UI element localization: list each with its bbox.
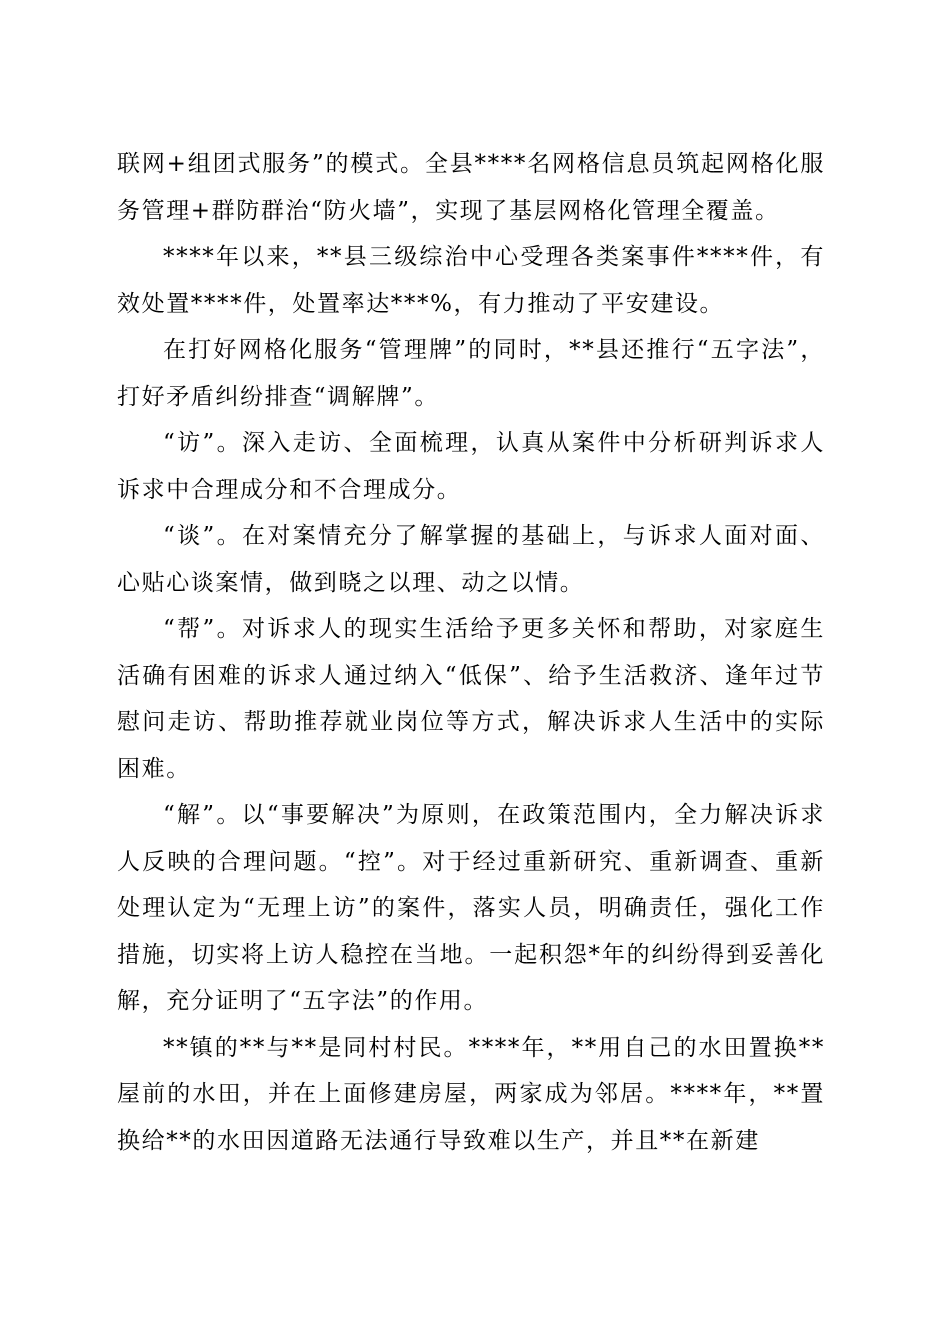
paragraph-five-character-method: 在打好网格化服务“管理牌”的同时，**县还推行“五字法”，打好矛盾纠纷排查“调解牌”。 (117, 337, 825, 410)
paragraph-case-statistics: ****年以来，**县三级综治中心受理各类案事件****件，有效处置****件，处置率达***%，有力推动了平安建设。 (117, 244, 825, 317)
paragraph-help: “帮”。对诉求人的现实生活给予更多关怀和帮助，对家庭生活确有困难的诉求人通过纳入“低保”、给予生活救济、逢年过节慰问走访、帮助推荐就业岗位等方式，解决诉求人生活中的实际困难。 (117, 616, 825, 782)
paragraph-case-example: **镇的**与**是同村村民。****年，**用自己的水田置换**屋前的水田，并在上面修建房屋，两家成为邻居。****年，**置换给**的水田因道路无法通行导致难以生产，并且**在新建 (117, 1034, 825, 1154)
paragraph-talk: “谈”。在对案情充分了解掌握的基础上，与诉求人面对面、心贴心谈案情，做到晓之以理、动之以情。 (117, 523, 825, 596)
paragraph-visit: “访”。深入走访、全面梳理，认真从案件中分析研判诉求人诉求中合理成分和不合理成分。 (117, 430, 825, 503)
paragraph-continued: 联网+组团式服务”的模式。全县****名网格信息员筑起网格化服务管理+群防群治“防火墙”，实现了基层网格化管理全覆盖。 (117, 151, 825, 224)
paragraph-resolve-control: “解”。以“事要解决”为原则，在政策范围内，全力解决诉求人反映的合理问题。“控”。对于经过重新研究、重新调查、重新处理认定为“无理上访”的案件，落实人员，明确责任，强化工作措施，切实将上访人稳控在当地。一起积怨*年的纠纷得到妥善化解，充分证明了“五字法”的作用。 (117, 802, 825, 1014)
document-body (117, 141, 825, 1164)
